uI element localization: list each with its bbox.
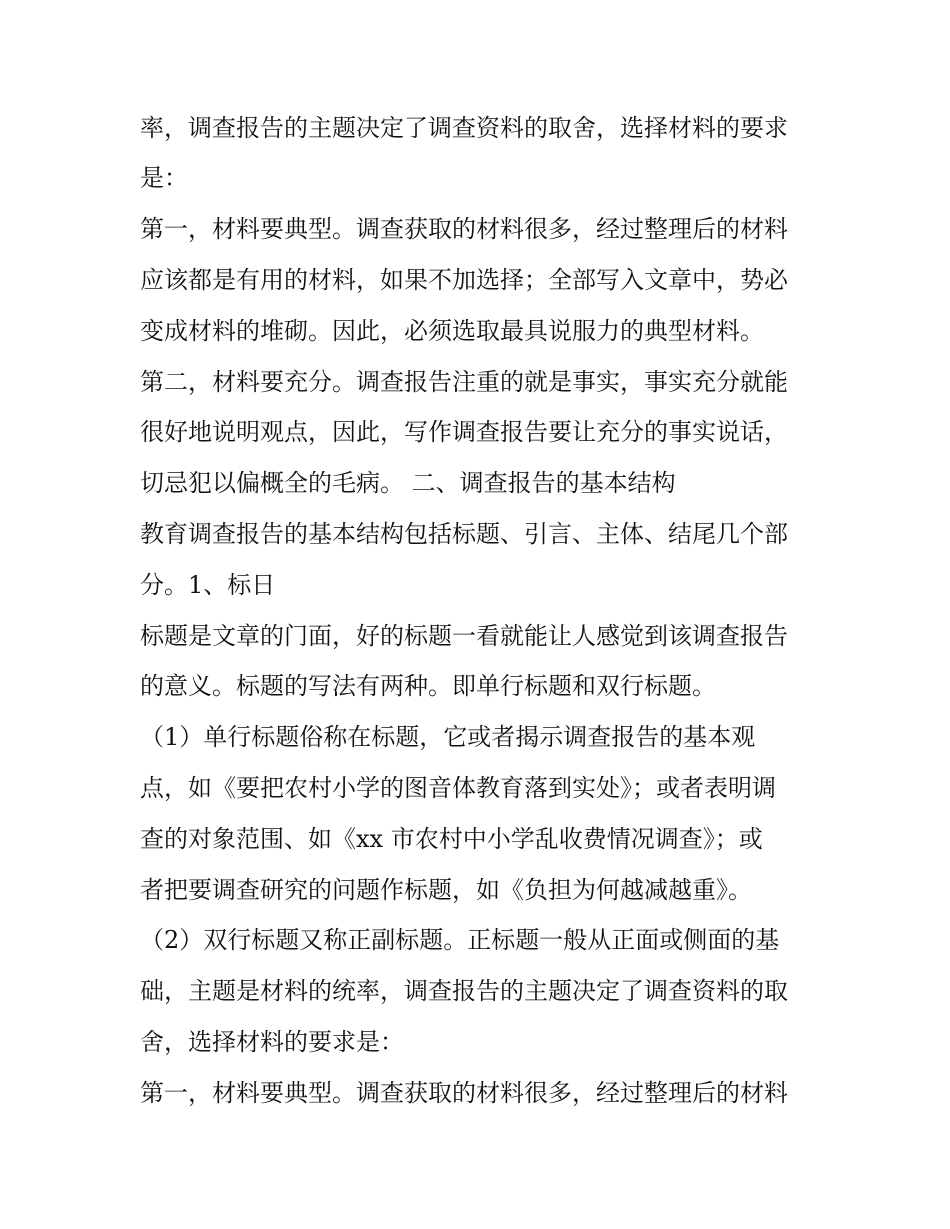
- text-line-1: 率，调查报告的主题决定了调查资料的取舍，选择材料的要求: [140, 114, 788, 142]
- text-line-8: 切忌犯以偏概全的毛病。 二、调查报告的基本结构: [140, 469, 676, 497]
- text-line-18: 础，主题是材料的统率，调查报告的主题决定了调查资料的取: [140, 977, 788, 1005]
- text-line-11: 标题是文章的门面，好的标题一看就能让人感觉到该调查报告: [140, 622, 788, 650]
- text-line-15: 查的对象范围、如《xx 市农村中小学乱收费情况调查》；或: [140, 825, 763, 853]
- text-line-19: 舍，选择材料的要求是：: [140, 1028, 404, 1056]
- text-line-10: 分。1、标日: [140, 571, 276, 599]
- text-line-20: 第一，材料要典型。调查获取的材料很多，经过整理后的材料: [140, 1079, 788, 1107]
- text-line-6: 第二，材料要充分。调查报告注重的就是事实，事实充分就能: [140, 368, 788, 396]
- text-line-5: 变成材料的堆砌。因此，必须选取最具说服力的典型材料。: [140, 317, 764, 345]
- text-line-3: 第一，材料要典型。调查获取的材料很多，经过整理后的材料: [140, 215, 788, 243]
- text-line-7: 很好地说明观点，因此，写作调查报告要让充分的事实说话，: [140, 418, 788, 446]
- text-line-9: 教育调查报告的基本结构包括标题、引言、主体、结尾几个部: [140, 520, 788, 548]
- text-line-17: （2）双行标题又称正副标题。正标题一般从正面或侧面的基: [140, 926, 780, 954]
- text-line-14: 点，如《要把农村小学的图音体教育落到实处》；或者表明调: [140, 774, 776, 802]
- text-line-2: 是：: [140, 164, 188, 192]
- text-line-12: 的意义。标题的写法有两种。即单行标题和双行标题。: [140, 672, 716, 700]
- text-line-4: 应该都是有用的材料，如果不加选择；全部写入文章中，势必: [140, 266, 788, 294]
- text-line-16: 者把要调查研究的问题作标题，如《负担为何越减越重》。: [140, 876, 752, 904]
- text-line-13: （1）单行标题俗称在标题，它或者揭示调查报告的基本观: [140, 723, 756, 751]
